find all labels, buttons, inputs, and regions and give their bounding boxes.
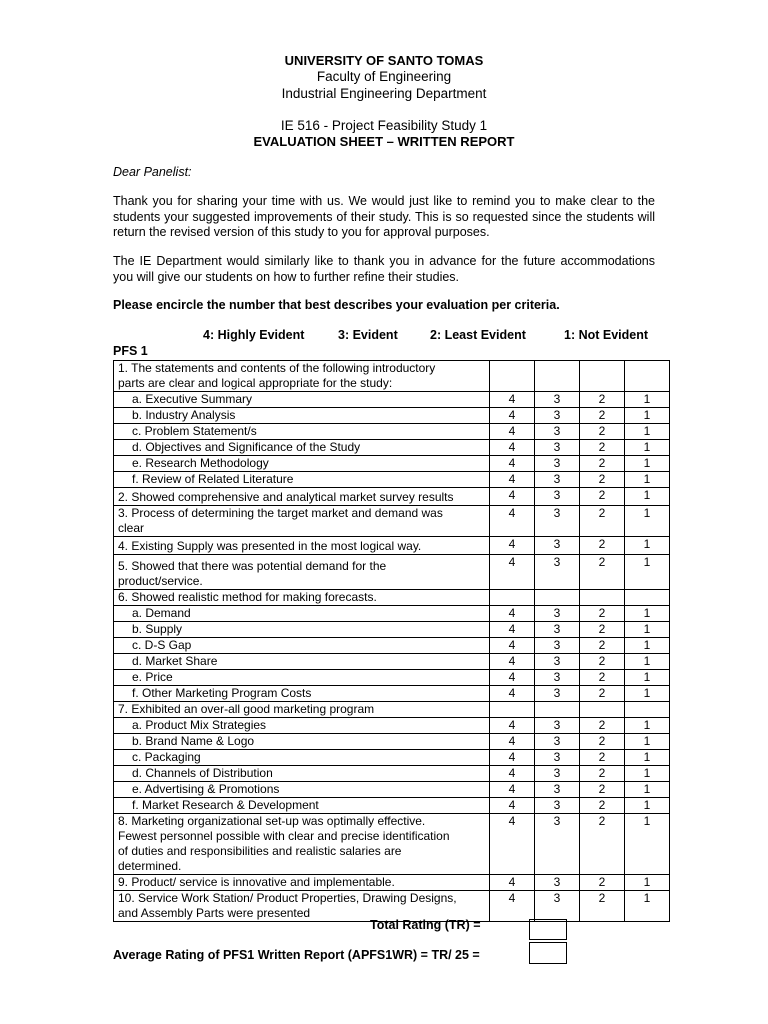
score-option-1[interactable]: 1 xyxy=(625,734,670,750)
course-title: IE 516 - Project Feasibility Study 1 xyxy=(280,118,488,133)
table-row xyxy=(114,424,670,440)
score-option-4[interactable]: 4 xyxy=(490,408,535,424)
criterion-cell xyxy=(114,606,490,622)
score-option-4[interactable]: 4 xyxy=(490,750,535,766)
score-option-4[interactable]: 4 xyxy=(490,718,535,734)
score-option-3[interactable]: 3 xyxy=(535,718,580,734)
score-option-1[interactable]: 1 xyxy=(625,638,670,654)
criterion-text: 6. Showed realistic method for making forecasts. xyxy=(118,590,377,604)
criterion-text: d. Objectives and Significance of the Study xyxy=(132,440,361,454)
score-option-4[interactable]: 4 xyxy=(490,686,535,702)
empty-score-cell xyxy=(490,590,535,606)
score-option-1[interactable]: 1 xyxy=(625,622,670,638)
criterion-cell xyxy=(114,622,490,638)
criterion-cell xyxy=(114,392,490,408)
score-option-1[interactable]: 1 xyxy=(625,766,670,782)
criterion-cell xyxy=(114,456,490,472)
score-option-1[interactable]: 1 xyxy=(625,440,670,456)
score-option-2[interactable]: 2 xyxy=(580,472,625,488)
table-row xyxy=(114,537,670,555)
score-option-3[interactable]: 3 xyxy=(535,488,580,506)
table-row xyxy=(114,718,670,734)
table-row xyxy=(114,488,670,506)
section-label: PFS 1 xyxy=(113,344,148,358)
average-rating-label: Average Rating of PFS1 Written Report (APFS1WR) = TR/ 25 = xyxy=(113,948,480,962)
score-option-4[interactable]: 4 xyxy=(490,891,535,922)
score-option-1[interactable]: 1 xyxy=(625,506,670,537)
score-option-2[interactable]: 2 xyxy=(580,606,625,622)
score-option-2[interactable]: 2 xyxy=(580,506,625,537)
criterion-text: c. Packaging xyxy=(132,750,201,764)
legend-evident: 3: Evident xyxy=(338,328,398,342)
score-option-2[interactable]: 2 xyxy=(580,456,625,472)
score-option-3[interactable]: 3 xyxy=(535,734,580,750)
score-option-3[interactable]: 3 xyxy=(535,670,580,686)
score-option-1[interactable]: 1 xyxy=(625,424,670,440)
score-option-3[interactable]: 3 xyxy=(535,766,580,782)
table-row xyxy=(114,638,670,654)
criterion-text: e. Advertising & Promotions xyxy=(132,782,280,796)
score-option-2[interactable]: 2 xyxy=(580,798,625,814)
score-option-2[interactable]: 2 xyxy=(580,734,625,750)
criterion-cell xyxy=(114,686,490,702)
score-option-3[interactable]: 3 xyxy=(535,555,580,590)
table-row xyxy=(114,472,670,488)
score-option-1[interactable]: 1 xyxy=(625,875,670,891)
criterion-text: a. Executive Summary xyxy=(132,392,253,406)
score-option-2[interactable]: 2 xyxy=(580,622,625,638)
empty-score-cell xyxy=(580,361,625,392)
instruction: Please encircle the number that best describes your evaluation per criteria. xyxy=(113,298,560,312)
total-rating-label: Total Rating (TR) = xyxy=(370,918,481,932)
score-option-4[interactable]: 4 xyxy=(490,555,535,590)
criterion-text: b. Industry Analysis xyxy=(132,408,236,422)
score-option-2[interactable]: 2 xyxy=(580,718,625,734)
score-option-1[interactable]: 1 xyxy=(625,718,670,734)
score-option-4[interactable]: 4 xyxy=(490,766,535,782)
table-row xyxy=(114,506,670,537)
score-option-3[interactable]: 3 xyxy=(535,875,580,891)
score-option-1[interactable]: 1 xyxy=(625,750,670,766)
criterion-text: parts are clear and logical appropriate for the study: xyxy=(118,376,393,390)
score-option-1[interactable]: 1 xyxy=(625,686,670,702)
criterion-text: 8. Marketing organizational set-up was optimally effective. xyxy=(118,814,426,828)
empty-score-cell xyxy=(535,702,580,718)
criterion-text: 4. Existing Supply was presented in the most logical way. xyxy=(118,539,422,553)
score-option-2[interactable]: 2 xyxy=(580,686,625,702)
criterion-text: 3. Process of determining the target market and demand was xyxy=(118,506,443,520)
table-row xyxy=(114,798,670,814)
score-option-2[interactable]: 2 xyxy=(580,750,625,766)
score-option-3[interactable]: 3 xyxy=(535,440,580,456)
criterion-text: and Assembly Parts were presented xyxy=(118,906,311,920)
score-option-2[interactable]: 2 xyxy=(580,766,625,782)
empty-score-cell xyxy=(580,590,625,606)
score-option-1[interactable]: 1 xyxy=(625,782,670,798)
empty-score-cell xyxy=(625,361,670,392)
score-option-4[interactable]: 4 xyxy=(490,456,535,472)
criterion-text: d. Market Share xyxy=(132,654,218,668)
criterion-text: e. Price xyxy=(132,670,173,684)
table-row xyxy=(114,590,670,606)
score-option-3[interactable]: 3 xyxy=(535,408,580,424)
score-option-1[interactable]: 1 xyxy=(625,456,670,472)
criterion-text: Fewest personnel possible with clear and precise identification xyxy=(118,829,450,843)
score-option-4[interactable]: 4 xyxy=(490,670,535,686)
criterion-text: a. Product Mix Strategies xyxy=(132,718,267,732)
table-row xyxy=(114,782,670,798)
score-option-1[interactable]: 1 xyxy=(625,488,670,506)
table-row xyxy=(114,654,670,670)
table-row xyxy=(114,361,670,392)
score-option-4[interactable]: 4 xyxy=(490,472,535,488)
criterion-text: a. Demand xyxy=(132,606,191,620)
criterion-cell xyxy=(114,875,490,891)
score-option-1[interactable]: 1 xyxy=(625,555,670,590)
score-option-1[interactable]: 1 xyxy=(625,670,670,686)
score-option-1[interactable]: 1 xyxy=(625,798,670,814)
criterion-cell xyxy=(114,891,490,922)
score-option-2[interactable]: 2 xyxy=(580,392,625,408)
score-option-3[interactable]: 3 xyxy=(535,891,580,922)
table-row xyxy=(114,734,670,750)
table-row xyxy=(114,606,670,622)
criterion-cell xyxy=(114,590,490,606)
criterion-cell xyxy=(114,408,490,424)
criterion-cell xyxy=(114,361,490,392)
score-option-3[interactable]: 3 xyxy=(535,472,580,488)
score-option-2[interactable]: 2 xyxy=(580,875,625,891)
score-option-3[interactable]: 3 xyxy=(535,424,580,440)
criterion-text: product/service. xyxy=(118,574,203,588)
score-option-4[interactable]: 4 xyxy=(490,638,535,654)
score-option-1[interactable]: 1 xyxy=(625,472,670,488)
score-option-2[interactable]: 2 xyxy=(580,537,625,555)
criterion-cell xyxy=(114,424,490,440)
score-option-4[interactable]: 4 xyxy=(490,875,535,891)
score-option-3[interactable]: 3 xyxy=(535,506,580,537)
paragraph-line: The IE Department would similarly like to thank you in advance for the future accommodations xyxy=(113,254,655,268)
table-row xyxy=(114,392,670,408)
empty-score-cell xyxy=(625,590,670,606)
score-option-4[interactable]: 4 xyxy=(490,798,535,814)
university-name: UNIVERSITY OF SANTO TOMAS xyxy=(284,53,484,68)
criterion-text: determined. xyxy=(118,859,182,873)
score-option-1[interactable]: 1 xyxy=(625,408,670,424)
table-row xyxy=(114,686,670,702)
score-option-3[interactable]: 3 xyxy=(535,638,580,654)
table-row xyxy=(114,456,670,472)
score-option-1[interactable]: 1 xyxy=(625,537,670,555)
criterion-cell xyxy=(114,654,490,670)
empty-score-cell xyxy=(580,702,625,718)
criterion-text: d. Channels of Distribution xyxy=(132,766,273,780)
faculty-name: Faculty of Engineering xyxy=(316,69,452,84)
criterion-cell xyxy=(114,670,490,686)
empty-score-cell xyxy=(490,361,535,392)
average-rating-box[interactable] xyxy=(529,942,567,964)
table-row xyxy=(114,555,670,590)
criterion-cell xyxy=(114,488,490,506)
score-option-2[interactable]: 2 xyxy=(580,555,625,590)
criterion-cell xyxy=(114,718,490,734)
criterion-text: of duties and responsibilities and realistic salaries are xyxy=(118,844,402,858)
salutation: Dear Panelist: xyxy=(113,165,192,179)
score-option-2[interactable]: 2 xyxy=(580,814,625,875)
criterion-text: b. Supply xyxy=(132,622,183,636)
criterion-text: f. Other Marketing Program Costs xyxy=(132,686,312,700)
table-row xyxy=(114,875,670,891)
criterion-text: clear xyxy=(118,521,145,535)
score-option-1[interactable]: 1 xyxy=(625,891,670,922)
score-option-3[interactable]: 3 xyxy=(535,392,580,408)
criterion-cell xyxy=(114,814,490,875)
paragraph-line: return the revised version of this study to you for approval purposes. xyxy=(113,225,490,239)
empty-score-cell xyxy=(535,361,580,392)
table-row xyxy=(114,670,670,686)
score-option-4[interactable]: 4 xyxy=(490,392,535,408)
criterion-text: b. Brand Name & Logo xyxy=(132,734,255,748)
criterion-cell xyxy=(114,440,490,456)
score-option-3[interactable]: 3 xyxy=(535,750,580,766)
criterion-text: f. Review of Related Literature xyxy=(132,472,294,486)
score-option-1[interactable]: 1 xyxy=(625,814,670,875)
score-option-2[interactable]: 2 xyxy=(580,891,625,922)
score-option-3[interactable]: 3 xyxy=(535,622,580,638)
score-option-3[interactable]: 3 xyxy=(535,782,580,798)
criterion-cell xyxy=(114,506,490,537)
score-option-4[interactable]: 4 xyxy=(490,734,535,750)
criterion-cell xyxy=(114,782,490,798)
criterion-text: 1. The statements and contents of the following introductory xyxy=(118,361,436,375)
score-option-4[interactable]: 4 xyxy=(490,654,535,670)
empty-score-cell xyxy=(535,590,580,606)
score-option-3[interactable]: 3 xyxy=(535,814,580,875)
paragraph-1 xyxy=(113,194,655,241)
score-option-2[interactable]: 2 xyxy=(580,654,625,670)
table-row xyxy=(114,702,670,718)
criterion-text: 7. Exhibited an over-all good marketing program xyxy=(118,702,375,716)
score-option-4[interactable]: 4 xyxy=(490,814,535,875)
criterion-text: 5. Showed that there was potential demand for the xyxy=(118,559,387,573)
score-option-4[interactable]: 4 xyxy=(490,622,535,638)
score-option-3[interactable]: 3 xyxy=(535,456,580,472)
legend-least-evident: 2: Least Evident xyxy=(430,328,526,342)
score-option-2[interactable]: 2 xyxy=(580,488,625,506)
score-option-1[interactable]: 1 xyxy=(625,392,670,408)
score-option-3[interactable]: 3 xyxy=(535,654,580,670)
table-row xyxy=(114,814,670,875)
evaluation-table xyxy=(113,360,670,922)
criterion-cell xyxy=(114,750,490,766)
criterion-text: c. D-S Gap xyxy=(132,638,192,652)
score-option-2[interactable]: 2 xyxy=(580,424,625,440)
criterion-text: 2. Showed comprehensive and analytical market survey results xyxy=(118,490,454,504)
table-row xyxy=(114,408,670,424)
table-row xyxy=(114,622,670,638)
criterion-cell xyxy=(114,702,490,718)
score-option-2[interactable]: 2 xyxy=(580,408,625,424)
score-option-4[interactable]: 4 xyxy=(490,424,535,440)
score-option-4[interactable]: 4 xyxy=(490,440,535,456)
score-option-1[interactable]: 1 xyxy=(625,654,670,670)
score-option-2[interactable]: 2 xyxy=(580,782,625,798)
paragraph-2 xyxy=(113,254,655,285)
criterion-text: 9. Product/ service is innovative and implementable. xyxy=(118,875,395,889)
score-option-4[interactable]: 4 xyxy=(490,506,535,537)
paragraph-line: you will give our students on how to further refine their studies. xyxy=(113,269,460,284)
legend-highly-evident: 4: Highly Evident xyxy=(203,328,305,342)
table-row xyxy=(114,766,670,782)
score-option-4[interactable]: 4 xyxy=(490,782,535,798)
criterion-text: 10. Service Work Station/ Product Properties, Drawing Designs, xyxy=(118,891,457,905)
score-option-3[interactable]: 3 xyxy=(535,686,580,702)
legend-not-evident: 1: Not Evident xyxy=(564,328,649,342)
score-option-3[interactable]: 3 xyxy=(535,537,580,555)
sheet-title: EVALUATION SHEET – WRITTEN REPORT xyxy=(253,134,515,149)
criterion-cell xyxy=(114,472,490,488)
criterion-cell xyxy=(114,798,490,814)
criterion-cell xyxy=(114,766,490,782)
criterion-cell xyxy=(114,734,490,750)
empty-score-cell xyxy=(625,702,670,718)
score-option-3[interactable]: 3 xyxy=(535,798,580,814)
score-option-4[interactable]: 4 xyxy=(490,537,535,555)
score-option-4[interactable]: 4 xyxy=(490,488,535,506)
table-row xyxy=(114,750,670,766)
criterion-text: e. Research Methodology xyxy=(132,456,269,470)
table-row xyxy=(114,891,670,922)
score-option-2[interactable]: 2 xyxy=(580,670,625,686)
total-rating-box[interactable] xyxy=(529,919,567,940)
criterion-text: c. Problem Statement/s xyxy=(132,424,257,438)
empty-score-cell xyxy=(490,702,535,718)
criterion-cell xyxy=(114,555,490,590)
criterion-cell xyxy=(114,638,490,654)
score-option-3[interactable]: 3 xyxy=(535,606,580,622)
score-option-2[interactable]: 2 xyxy=(580,440,625,456)
department-name: Industrial Engineering Department xyxy=(281,86,487,101)
score-option-2[interactable]: 2 xyxy=(580,638,625,654)
score-option-4[interactable]: 4 xyxy=(490,606,535,622)
criterion-cell xyxy=(114,537,490,555)
paragraph-line: Thank you for sharing your time with us. We would just like to remind you to make clear to the xyxy=(113,194,655,208)
table-row xyxy=(114,440,670,456)
paragraph-line: students your suggested improvements of their study. This is so requested since the students will xyxy=(113,209,655,224)
criterion-text: f. Market Research & Development xyxy=(132,798,319,812)
score-option-1[interactable]: 1 xyxy=(625,606,670,622)
